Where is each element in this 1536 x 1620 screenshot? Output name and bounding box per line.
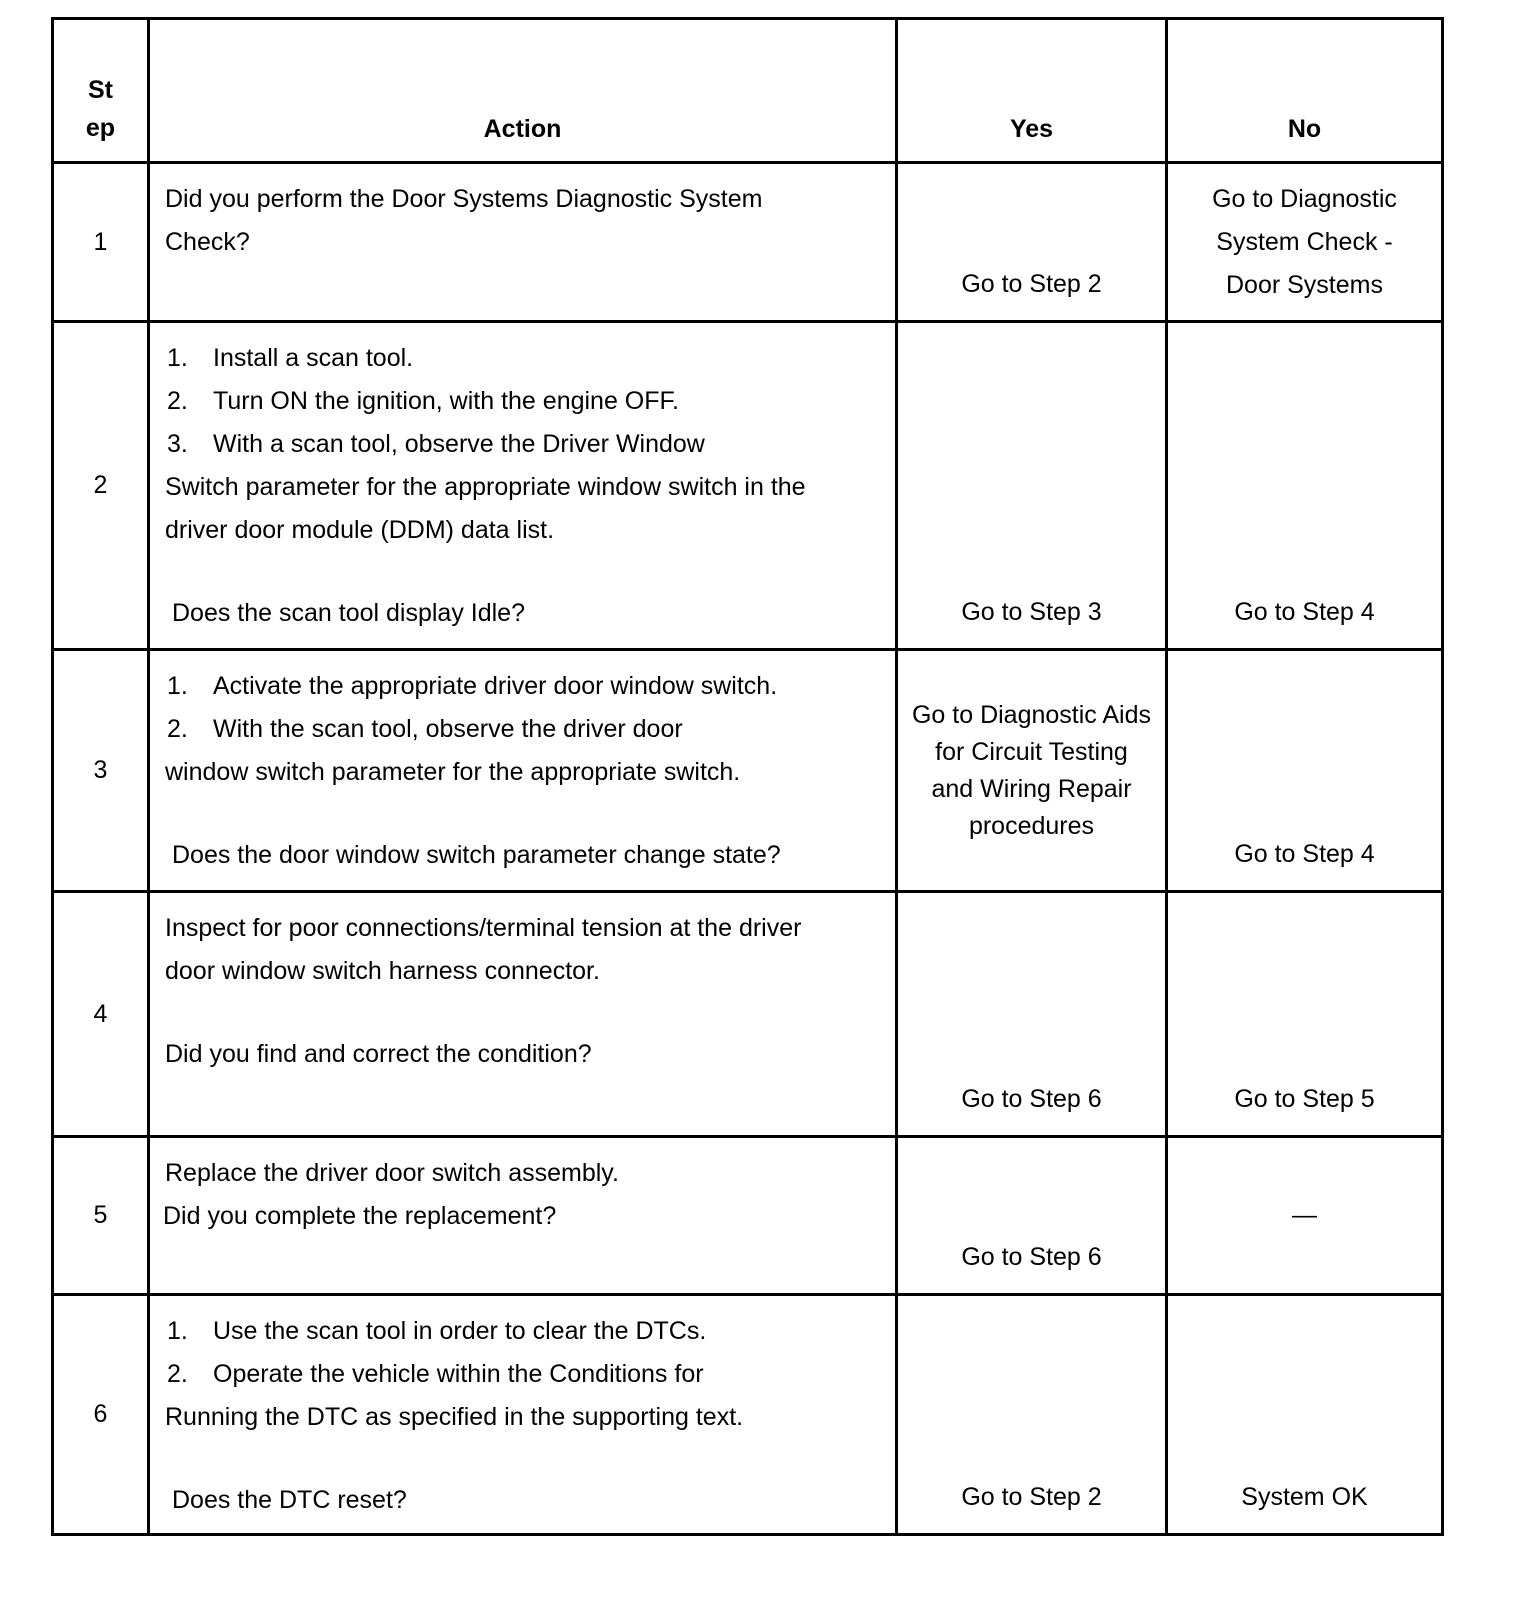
list-item: 2. With the scan tool, observe the driver door — [167, 715, 683, 743]
step-number: 3 — [53, 650, 149, 892]
no-cell: Go to Step 4 — [1167, 322, 1443, 650]
step-number: 2 — [53, 322, 149, 650]
yes-cell: Go to Step 6 — [897, 892, 1167, 1137]
action-cell — [149, 322, 897, 650]
header-yes: Yes — [897, 19, 1167, 163]
step-number: 4 — [53, 892, 149, 1137]
header-action: Action — [149, 19, 897, 163]
step-number: 6 — [53, 1295, 149, 1535]
yes-cell: Go to Step 6 — [897, 1137, 1167, 1295]
action-cell — [149, 163, 897, 322]
header-no: No — [1167, 19, 1443, 163]
list-item: 2. Operate the vehicle within the Conditions for — [167, 1360, 704, 1388]
action-text: Replace the driver door switch assembly. — [165, 1159, 619, 1187]
action-continuation: Running the DTC as specified in the supporting text. — [165, 1403, 744, 1431]
list-item: 1. Activate the appropriate driver door window switch. — [167, 672, 778, 700]
no-cell: — — [1167, 1137, 1443, 1295]
no-cell: Go to Step 4 — [1167, 650, 1443, 892]
list-item: 1. Install a scan tool. — [167, 344, 414, 372]
action-question: Did you complete the replacement? — [163, 1202, 557, 1230]
table-row — [53, 1295, 1443, 1535]
action-cell — [149, 1137, 897, 1295]
action-question: Did you find and correct the condition? — [165, 1040, 592, 1068]
action-continuation: window switch parameter for the appropriate switch. — [165, 758, 741, 786]
table-row — [53, 1137, 1443, 1295]
action-steps-list — [165, 337, 883, 466]
action-continuation: Switch parameter for the appropriate window switch in the driver door module (DDM) data list. — [165, 473, 806, 544]
yes-cell — [897, 650, 1167, 892]
no-text: Go to Diagnostic System Check - Door Systems — [1212, 185, 1397, 299]
action-cell — [149, 650, 897, 892]
list-item: 3. With a scan tool, observe the Driver Window — [167, 430, 705, 458]
list-item: 1. Use the scan tool in order to clear the DTCs. — [167, 1317, 707, 1345]
step-number: 1 — [53, 163, 149, 322]
yes-cell: Go to Step 2 — [897, 1295, 1167, 1535]
action-question: Does the DTC reset? — [172, 1486, 407, 1514]
no-cell — [1167, 163, 1443, 322]
action-question: Does the door window switch parameter change state? — [172, 841, 781, 869]
action-text: Inspect for poor connections/terminal tension at the driver door window switch harness connector. — [165, 914, 802, 985]
no-cell: System OK — [1167, 1295, 1443, 1535]
yes-text: Go to Diagnostic Aids for Circuit Testing and Wiring Repair procedures — [911, 700, 1151, 840]
table-row — [53, 892, 1443, 1137]
yes-cell: Go to Step 2 — [897, 163, 1167, 322]
action-text: Did you perform the Door Systems Diagnostic System Check? — [165, 185, 763, 256]
table-row — [53, 322, 1443, 650]
action-question: Does the scan tool display Idle? — [172, 599, 525, 627]
step-number: 5 — [53, 1137, 149, 1295]
action-steps-list — [165, 665, 883, 751]
list-item: 2. Turn ON the ignition, with the engine OFF. — [167, 387, 679, 415]
no-cell: Go to Step 5 — [1167, 892, 1443, 1137]
diagnostic-table — [51, 17, 1444, 1536]
yes-cell: Go to Step 3 — [897, 322, 1167, 650]
action-steps-list — [165, 1310, 883, 1396]
header-row — [53, 19, 1443, 163]
header-step-line2: ep — [85, 114, 116, 142]
action-cell — [149, 1295, 897, 1535]
action-cell — [149, 892, 897, 1137]
table-row — [53, 163, 1443, 322]
header-step-line1: St — [88, 76, 113, 104]
header-step — [53, 19, 149, 163]
table-row — [53, 650, 1443, 892]
